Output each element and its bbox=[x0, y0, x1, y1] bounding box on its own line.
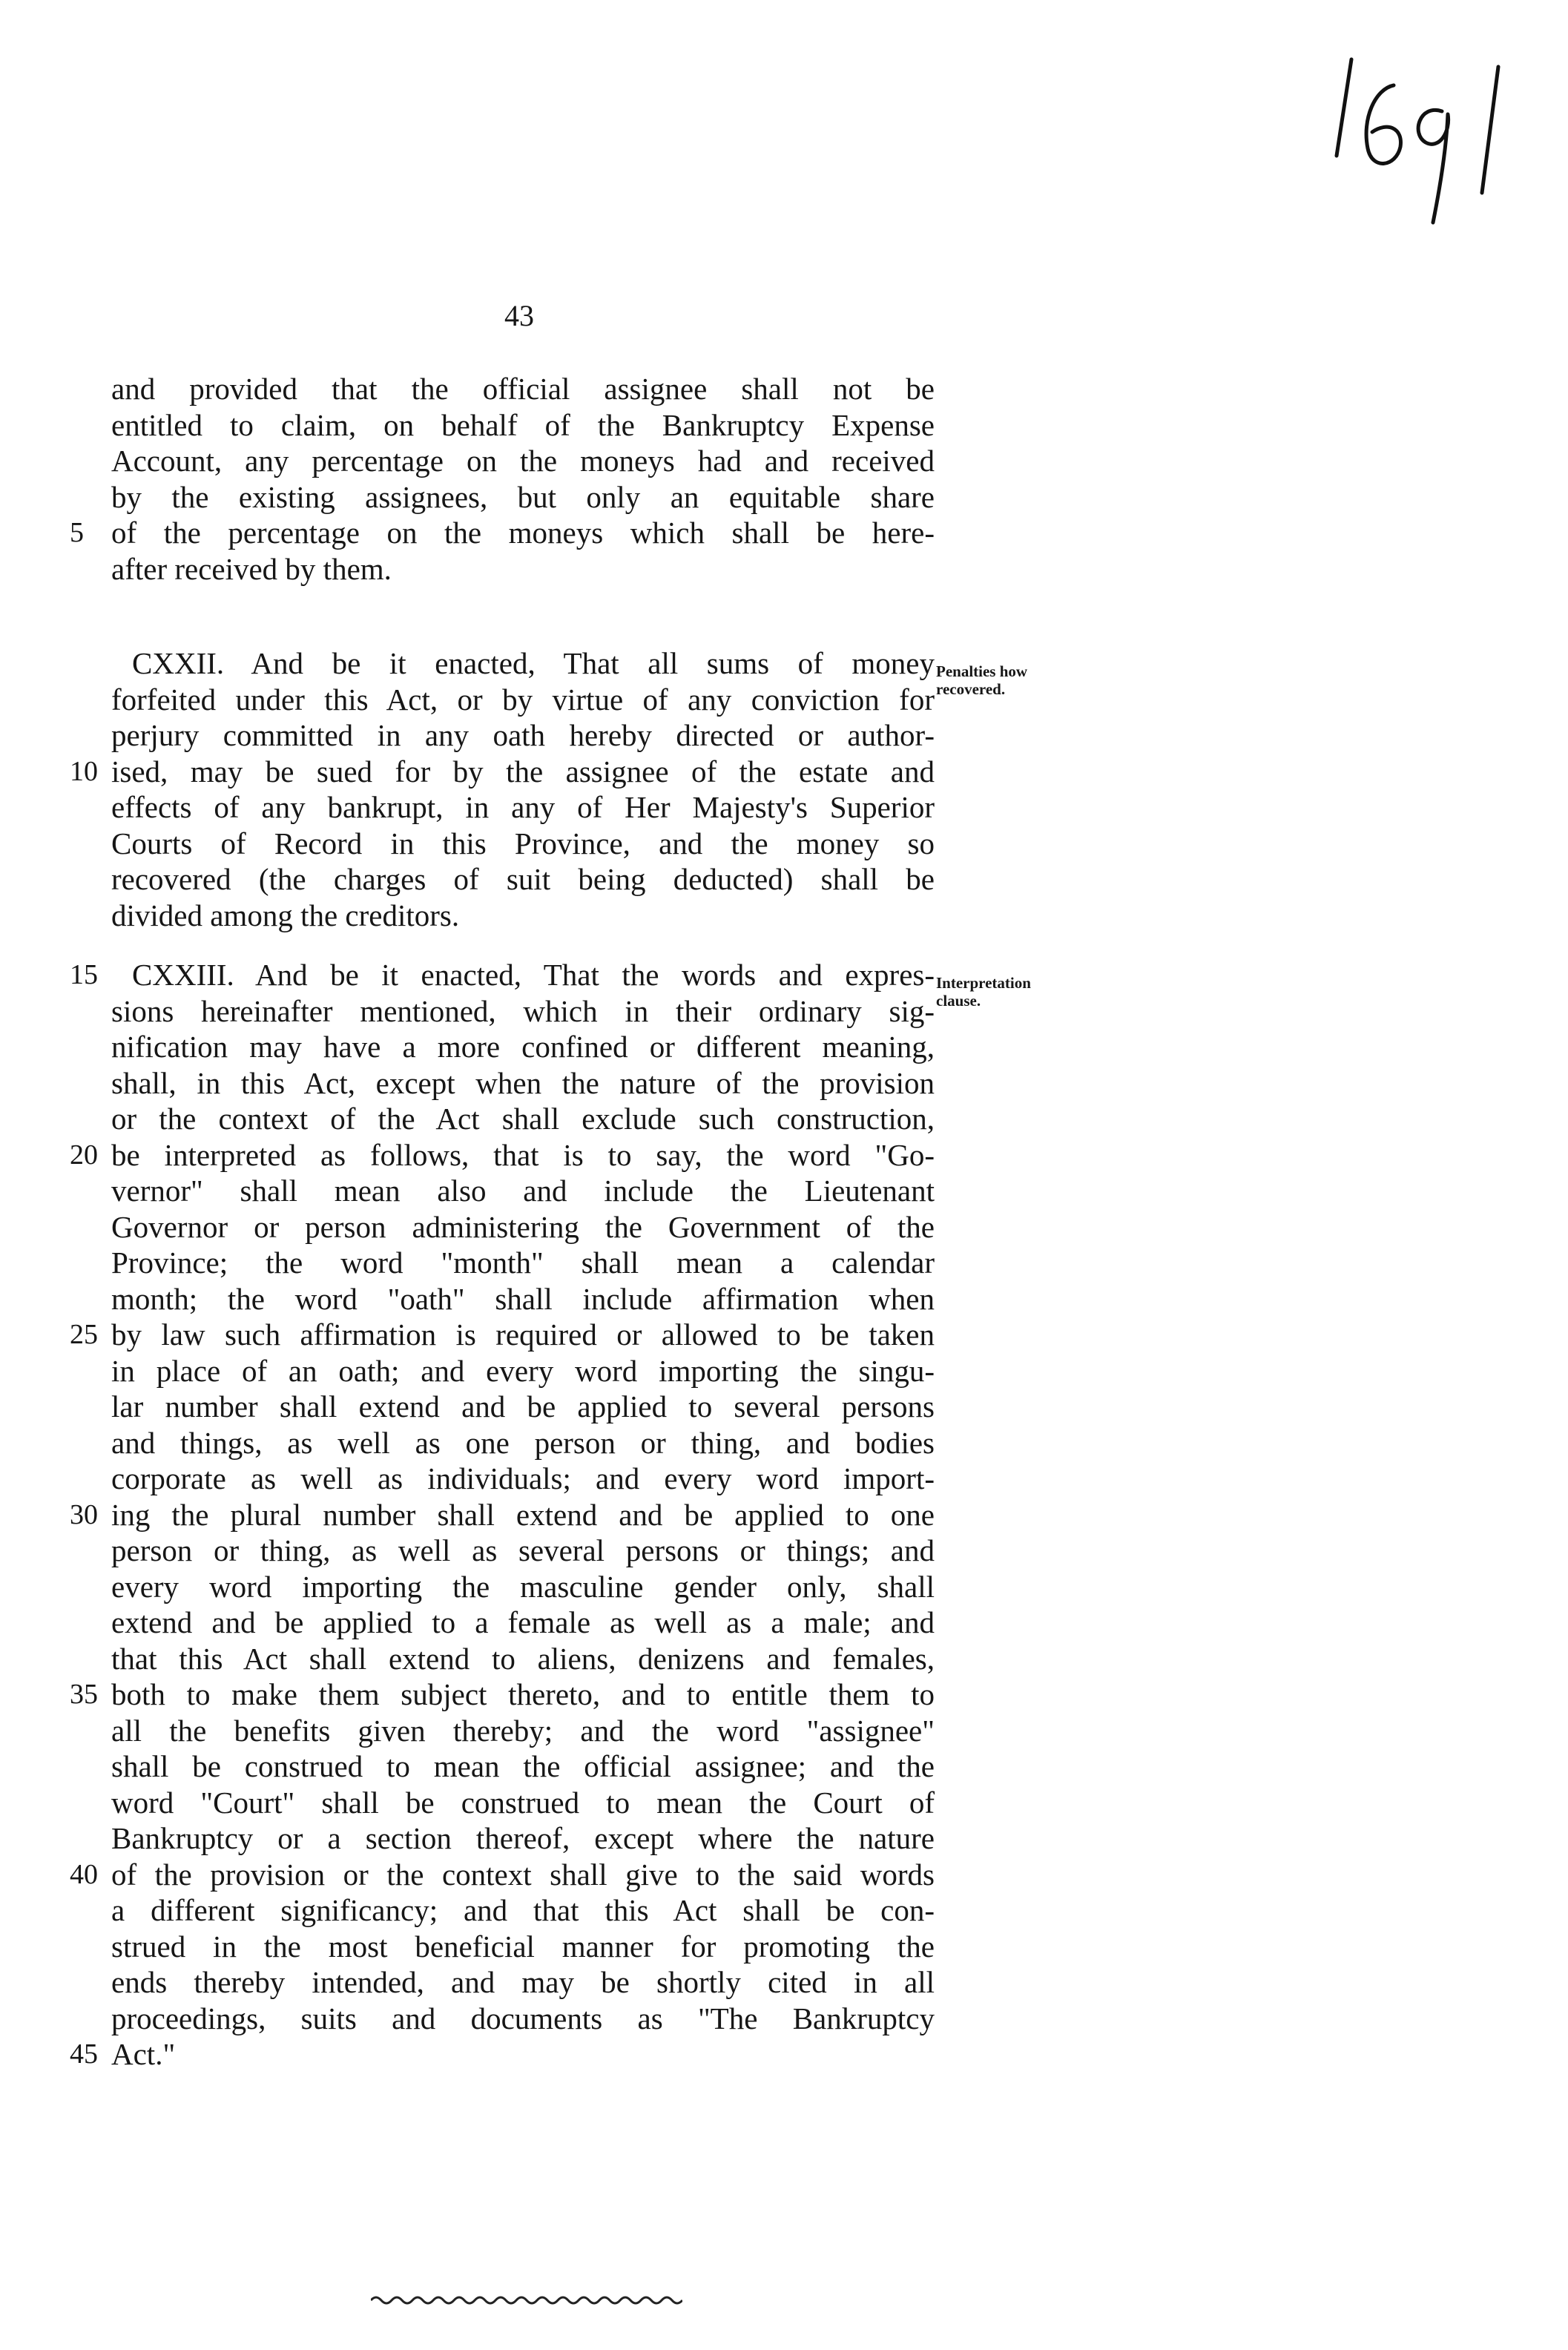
text-line bbox=[111, 407, 935, 444]
line-text: that this Act shall extend to aliens, denizens and females, bbox=[111, 1641, 935, 1676]
handwritten-folio-number bbox=[1323, 45, 1516, 237]
text-line bbox=[70, 1857, 935, 1893]
text-line bbox=[111, 717, 935, 754]
text-line bbox=[111, 371, 935, 407]
line-text: sions hereinafter mentioned, which in their ordinary sig- bbox=[111, 993, 935, 1028]
text-line bbox=[111, 2001, 935, 2037]
line-number: 30 bbox=[70, 1498, 98, 1530]
line-text: ing the plural number shall extend and be applied to one bbox=[111, 1497, 935, 1532]
line-text: after received by them. bbox=[111, 551, 392, 586]
text-line bbox=[70, 1137, 935, 1174]
text-line bbox=[111, 1101, 935, 1137]
line-text: proceedings, suits and documents as "The Bankruptcy bbox=[111, 2001, 935, 2035]
text-line bbox=[111, 1569, 935, 1605]
section-cxxii bbox=[70, 645, 935, 933]
line-text: lar number shall extend and be applied to several persons bbox=[111, 1389, 935, 1424]
line-text: a different significancy; and that this Act shall be con- bbox=[111, 1893, 935, 1927]
marginal-note-interpretation: Interpretation clause. bbox=[936, 974, 1031, 1010]
text-line bbox=[70, 1676, 935, 1713]
text-line bbox=[111, 1425, 935, 1461]
line-text: or the context of the Act shall exclude such construction, bbox=[111, 1102, 935, 1136]
text-line bbox=[70, 754, 935, 790]
text-line bbox=[111, 1785, 935, 1821]
line-number: 25 bbox=[70, 1319, 98, 1350]
line-text: Account, any percentage on the moneys had and received bbox=[111, 444, 935, 478]
text-line bbox=[111, 551, 935, 588]
line-text: of the provision or the context shall give to the said words bbox=[111, 1857, 935, 1892]
line-text: shall be construed to mean the official assignee; and the bbox=[111, 1749, 935, 1783]
text-line bbox=[111, 1389, 935, 1425]
line-text: person or thing, as well as several persons or things; and bbox=[111, 1533, 935, 1567]
line-text: extend and be applied to a female as well as a male; and bbox=[111, 1605, 935, 1639]
text-line bbox=[111, 993, 935, 1030]
line-number: 10 bbox=[70, 755, 98, 787]
line-text: Governor or person administering the Government of the bbox=[111, 1209, 935, 1244]
line-text: ised, may be sued for by the assignee of the estate and bbox=[111, 754, 935, 789]
line-text: strued in the most beneficial manner for promoting the bbox=[111, 1929, 935, 1964]
text-line bbox=[70, 2036, 935, 2073]
line-text: month; the word "oath" shall include affirmation when bbox=[111, 1281, 935, 1316]
line-text: Province; the word "month" shall mean a calendar bbox=[111, 1245, 935, 1280]
line-text: Bankruptcy or a section thereof, except where the nature bbox=[111, 1821, 935, 1855]
text-line bbox=[111, 645, 935, 682]
page-number: 43 bbox=[504, 299, 534, 332]
line-text: be interpreted as follows, that is to say, the word "Go- bbox=[111, 1137, 935, 1172]
text-line bbox=[111, 479, 935, 516]
text-line bbox=[111, 682, 935, 718]
line-text: CXXIII. And be it enacted, That the words and expres- bbox=[132, 958, 935, 992]
text-line bbox=[111, 1533, 935, 1569]
text-line bbox=[111, 1281, 935, 1317]
text-line bbox=[70, 957, 935, 993]
line-text: and provided that the official assignee shall not be bbox=[111, 372, 935, 406]
line-text: word "Court" shall be construed to mean the Court of bbox=[111, 1785, 935, 1820]
marginal-note-penalties: Penalties how recovered. bbox=[936, 662, 1028, 698]
line-text: of the percentage on the moneys which shall be here- bbox=[111, 516, 935, 550]
text-line bbox=[111, 1748, 935, 1785]
line-text: both to make them subject thereto, and to entitle them to bbox=[111, 1677, 935, 1711]
text-line bbox=[111, 443, 935, 479]
section-cxxiii bbox=[70, 957, 935, 2073]
line-text: by law such affirmation is required or allowed to be taken bbox=[111, 1317, 935, 1352]
line-text: every word importing the masculine gender only, shall bbox=[111, 1569, 935, 1604]
text-line bbox=[111, 1820, 935, 1857]
text-line bbox=[111, 898, 935, 934]
line-text: entitled to claim, on behalf of the Bankruptcy Expense bbox=[111, 407, 935, 442]
line-text: effects of any bankrupt, in any of Her Majesty's Superior bbox=[111, 790, 935, 824]
line-text: forfeited under this Act, or by virtue of any conviction for bbox=[111, 682, 935, 717]
text-line bbox=[70, 1497, 935, 1533]
line-number: 15 bbox=[70, 959, 98, 990]
line-text: CXXII. And be it enacted, That all sums of money bbox=[132, 646, 935, 680]
text-line bbox=[111, 1713, 935, 1749]
text-line bbox=[111, 1353, 935, 1389]
line-text: nification may have a more confined or different meaning, bbox=[111, 1030, 935, 1064]
line-text: shall, in this Act, except when the nature of the provision bbox=[111, 1065, 935, 1100]
text-line bbox=[111, 1209, 935, 1245]
line-text: all the benefits given thereby; and the word "assignee" bbox=[111, 1713, 935, 1748]
text-line bbox=[111, 1604, 935, 1641]
line-text: and things, as well as one person or thing, and bodies bbox=[111, 1425, 935, 1460]
line-number: 40 bbox=[70, 1858, 98, 1890]
line-number: 5 bbox=[70, 517, 84, 548]
line-text: Act." bbox=[111, 2037, 176, 2071]
line-text: ends thereby intended, and may be shortly cited in all bbox=[111, 1965, 935, 1999]
decorative-wavy-rule bbox=[371, 2289, 682, 2311]
text-line bbox=[111, 861, 935, 898]
text-line bbox=[111, 789, 935, 826]
text-line bbox=[111, 1929, 935, 1965]
text-line bbox=[111, 1461, 935, 1497]
line-text: by the existing assignees, but only an equitable share bbox=[111, 479, 935, 514]
text-line bbox=[111, 1245, 935, 1281]
text-line bbox=[111, 826, 935, 862]
text-line bbox=[111, 1964, 935, 2001]
text-line bbox=[111, 1029, 935, 1065]
line-text: vernor" shall mean also and include the Lieutenant bbox=[111, 1174, 935, 1208]
line-text: Courts of Record in this Province, and the money so bbox=[111, 826, 935, 860]
line-text: recovered (the charges of suit being deducted) shall be bbox=[111, 862, 935, 896]
text-line bbox=[111, 1173, 935, 1209]
text-line bbox=[70, 515, 935, 551]
text-line bbox=[111, 1641, 935, 1677]
line-text: in place of an oath; and every word importing the singu- bbox=[111, 1353, 935, 1388]
line-number: 45 bbox=[70, 2038, 98, 2070]
line-text: perjury committed in any oath hereby directed or author- bbox=[111, 718, 935, 752]
line-text: corporate as well as individuals; and every word import- bbox=[111, 1461, 935, 1495]
line-number: 20 bbox=[70, 1139, 98, 1171]
text-line bbox=[111, 1065, 935, 1102]
line-text: divided among the creditors. bbox=[111, 898, 460, 932]
line-number: 35 bbox=[70, 1679, 98, 1710]
paragraph-continuation bbox=[70, 371, 935, 587]
text-line bbox=[70, 1317, 935, 1353]
text-line bbox=[111, 1892, 935, 1929]
